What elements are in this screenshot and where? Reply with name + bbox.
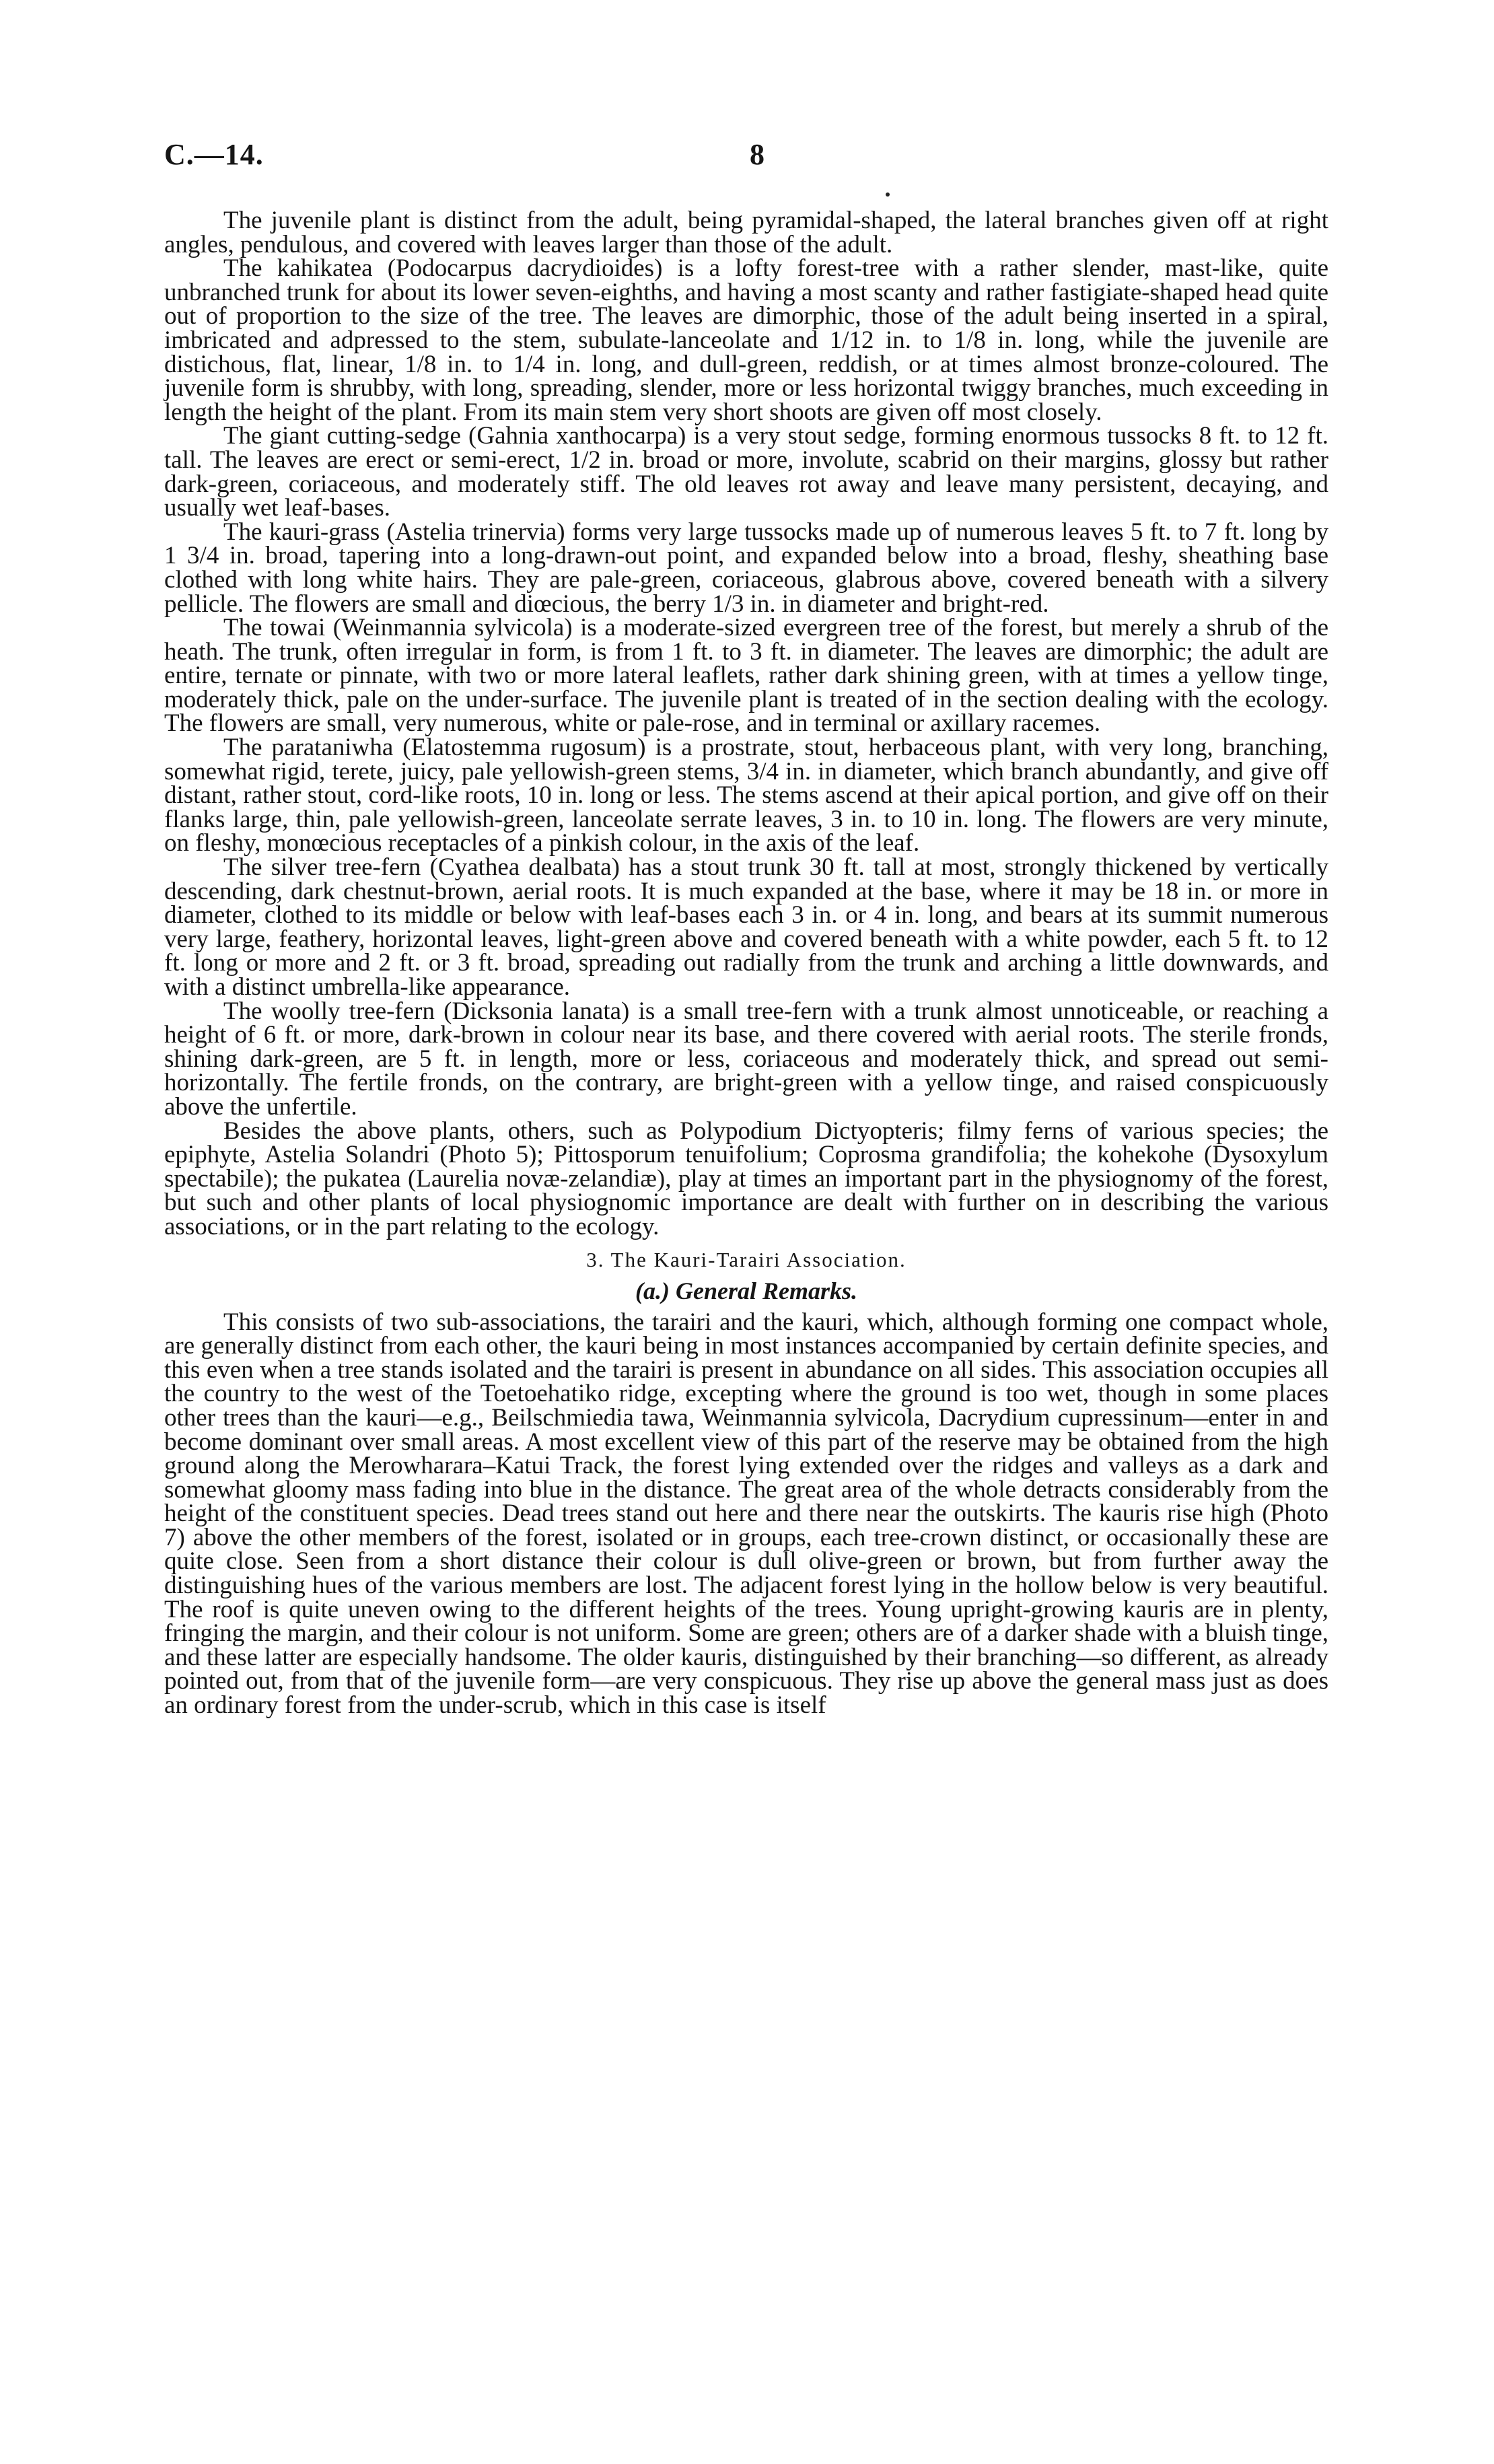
paragraph-juvenile-plant: The juvenile plant is distinct from the adult, being pyramidal-shaped, the lateral branches given off at right angles, pendulous, and covered with leaves larger than those of the adult. [164, 207, 1328, 258]
section-heading: 3. The Kauri-Tarairi Association. [586, 1247, 906, 1271]
paragraph-parataniwha: The parataniwha (Elatostemma rugosum) is a prostrate, stout, herbaceous plant, with very long, branching, somewhat rigid, terete, juicy, pale yellowish-green stems, 3/4 in. in diameter, which branch abundantly, and give off distant, rather stout, cord-like roots, 10 in. long or less. The stems ascend at their apical portion, and give off on their flanks large, thin, pale yellowish-green, lanceolate serrate leaves, 3 in. to 10 in. long. The flowers are very minute, on fleshy, monœcious receptacles of a pinkish colour, in the axis of the leaf. [164, 734, 1328, 857]
paragraph-kahikatea: The kahikatea (Podocarpus dacrydioides) is a lofty forest-tree with a rather slender, mast-like, quite unbranched trunk for about its lower seven-eighths, and having a most scanty and rather fastigiate-shaped head quite out of proportion to the size of the tree. The leaves are dimorphic, those of the adult being inserted in a spiral, imbricated and adpressed to the stem, subulate-lanceolate and 1/12 in. to 1/8 in. long, while the juvenile are distichous, flat, linear, 1/8 in. to 1/4 in. long, and dull-green, reddish, or at times almost bronze-coloured. The juvenile form is shrubby, with long, spreading, slender, more or less horizontal twiggy branches, much exceeding in length the height of the plant. From its main stem very short shoots are given off most closely. [164, 254, 1328, 426]
paragraph-kauri-tarairi: This consists of two sub-associations, the tarairi and the kauri, which, although forming one compact whole, are generally distinct from each other, the kauri being in most instances accompanied by certain definite species, and this even when a tree stands isolated and the tarairi is present in abundance on all sides. This association occupies all the country to the west of the Toetoehatiko ridge, excepting where the ground is too wet, though in some places other trees than the kauri—e.g., Beilschmiedia tawa, Weinmannia sylvicola, Dacrydium cupressinum—enter in and become dominant over small areas. A most excellent view of this part of the reserve may be obtained from the high ground along the Merowharara–Katui Track, the forest lying extended over the ridges and valleys as a dark and somewhat gloomy mass fading into blue in the distance. The great area of the whole detracts considerably from the height of the constituent species. Dead trees stand out here and there near the outskirts. The kauris rise high (Photo 7) above the other members of the forest, isolated or in groups, each tree-crown distinct, or occasionally these are quite close. Seen from a short distance their colour is dull olive-green or brown, but from further away the distinguishing hues of the various members are lost. The adjacent forest lying in the hollow below is very beautiful. The roof is quite uneven owing to the different heights of the trees. Young upright-growing kauris are in plenty, fringing the margin, and their colour is not uniform. Some are green; others are of a darker shade with a bluish tinge, and these latter are especially handsome. The older kauris, distinguished by their branching—so different, as already pointed out, from that of the juvenile form—are very conspicuous. They rise up above the general mass just as does an ordinary forest from the under-scrub, which in this case is itself [164, 1308, 1328, 1720]
paragraph-towai: The towai (Weinmannia sylvicola) is a moderate-sized evergreen tree of the forest, but merely a shrub of the heath. The trunk, often irregular in form, is from 1 ft. to 3 ft. in diameter. The leaves are dimorphic; the adult are entire, ternate or pinnate, with two or more lateral leaflets, rather dark shining green, with at times a yellow tinge, moderately thick, pale on the under-surface. The juvenile plant is treated of in the section dealing with the ecology. The flowers are small, very numerous, white or pale-rose, and in terminal or axillary racemes. [164, 614, 1328, 738]
paragraph-other-plants: Besides the above plants, others, such as Polypodium Dictyopteris; filmy ferns of various species; the epiphyte, Astelia Solandri (Photo 5); Pittosporum tenuifolium; Coprosma grandifolia; the kohekohe (Dysoxylum spectabile); the pukatea (Laurelia novæ-zelandiæ), play at times an important part in the physiognomy of the forest, but such and other plants of local physiognomic importance are dealt with further on in describing the various associations, or in the part relating to the ecology. [164, 1117, 1328, 1240]
body-text [164, 209, 1328, 1718]
report-code: C.—14. [164, 138, 264, 171]
page-number: 8 [750, 138, 764, 171]
paragraph-kauri-grass: The kauri-grass (Astelia trinervia) forms very large tussocks made up of numerous leaves 5 ft. to 7 ft. long by 1 3/4 in. broad, tapering into a long-drawn-out point, and expanded below into a broad, fleshy, sheathing base clothed with long white hairs. They are pale-green, coriaceous, glabrous above, covered beneath with a silvery pellicle. The flowers are small and diœcious, the berry 1/3 in. in diameter and bright-red. [164, 518, 1328, 618]
print-mark [886, 192, 890, 197]
section-subheading: (a.) General Remarks. [635, 1277, 857, 1304]
paragraph-cutting-sedge: The giant cutting-sedge (Gahnia xanthocarpa) is a very stout sedge, forming enormous tussocks 8 ft. to 12 ft. tall. The leaves are erect or semi-erect, 1/2 in. broad or more, involute, scabrid on their margins, glossy but rather dark-green, coriaceous, and moderately stiff. The old leaves rot away and leave many persistent, decaying, and usually wet leaf-bases. [164, 422, 1328, 522]
paragraph-woolly-tree-fern: The woolly tree-fern (Dicksonia lanata) is a small tree-fern with a trunk almost unnoticeable, or reaching a height of 6 ft. or more, dark-brown in colour near its base, and there covered with aerial roots. The sterile fronds, shining dark-green, are 5 ft. in length, more or less, coriaceous and moderately thick, and spread out semi-horizontally. The fertile fronds, on the contrary, are bright-green with a yellow tinge, and raised conspicuously above the unfertile. [164, 997, 1328, 1121]
paragraph-silver-tree-fern: The silver tree-fern (Cyathea dealbata) has a stout trunk 30 ft. tall at most, strongly thickened by vertically descending, dark chestnut-brown, aerial roots. It is much expanded at the base, where it may be 18 in. or more in diameter, clothed to its middle or below with leaf-bases each 3 in. or 4 in. long, and bears at its summit numerous very large, feathery, horizontal leaves, light-green above and covered beneath with a white powder, each 5 ft. to 12 ft. long or more and 2 ft. or 3 ft. broad, spreading out radially from the trunk and arching a little downwards, and with a distinct umbrella-like appearance. [164, 853, 1328, 1001]
